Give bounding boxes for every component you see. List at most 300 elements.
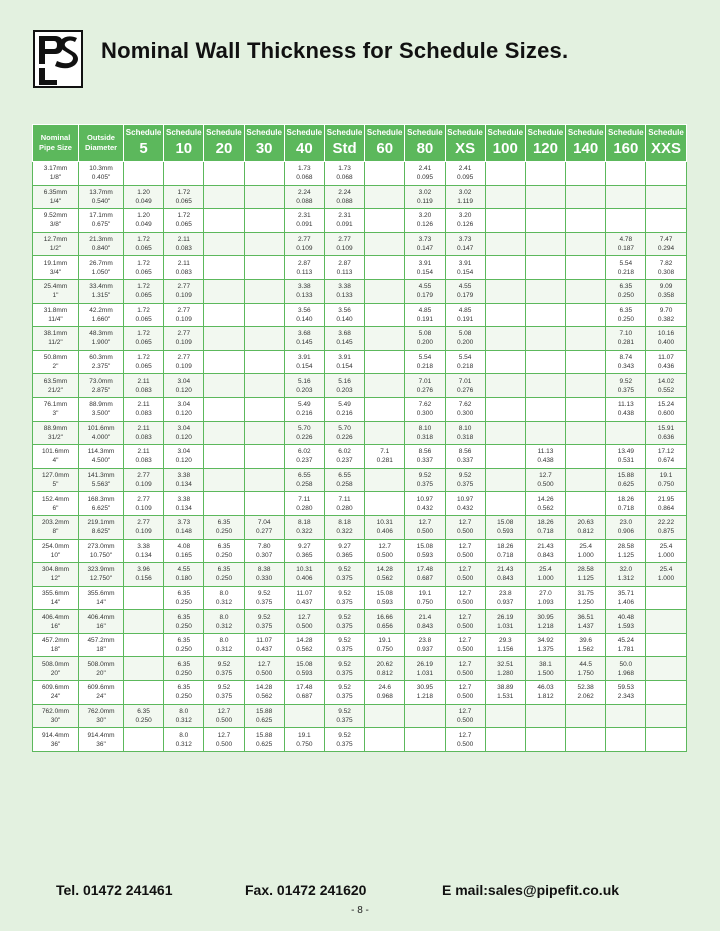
empty-cell <box>606 421 646 445</box>
value-mm: 355.6mm <box>87 589 115 597</box>
thickness-cell <box>566 681 606 705</box>
value-mm: 9.52 <box>338 589 351 597</box>
thickness-cell <box>405 515 445 539</box>
nominal-size-cell <box>33 327 79 351</box>
value-mm: 23.8 <box>418 637 432 645</box>
value-mm: 508.0mm <box>41 660 70 668</box>
value-mm: 5.49 <box>338 401 351 409</box>
empty-cell <box>204 185 244 209</box>
value-inch: 0.500 <box>215 740 233 748</box>
thickness-cell <box>244 681 284 705</box>
value-mm: 9.52 <box>257 613 271 621</box>
value-inch: 0.226 <box>336 433 353 441</box>
value-mm: 2.77 <box>177 354 191 362</box>
schedule-number: 10 <box>175 139 193 157</box>
value-inch: 1.437 <box>577 622 594 630</box>
value-inch: 36" <box>50 740 61 748</box>
value-mm: 23.8 <box>498 589 512 597</box>
thickness-cell <box>445 279 485 303</box>
empty-cell <box>566 704 606 728</box>
empty-cell <box>646 209 686 233</box>
thickness-cell <box>405 374 445 398</box>
thickness-cell <box>284 468 324 492</box>
value-inch: 0.322 <box>296 528 313 536</box>
value-inch: 0.375 <box>617 386 634 394</box>
value-mm: 15.08 <box>296 660 313 668</box>
footer-fax: Fax. 01472 241620 <box>245 882 367 898</box>
value-mm: 12.7 <box>539 472 552 480</box>
table-row <box>33 610 687 634</box>
empty-cell <box>525 185 565 209</box>
thickness-cell <box>485 657 525 681</box>
table-row <box>33 162 687 186</box>
thickness-cell <box>324 704 364 728</box>
value-inch: 1.119 <box>457 197 473 205</box>
thickness-cell <box>445 633 485 657</box>
thickness-cell <box>566 610 606 634</box>
thickness-cell <box>124 492 164 516</box>
value-inch: 0.120 <box>175 410 192 418</box>
empty-cell <box>244 468 284 492</box>
value-inch: 0.365 <box>296 551 313 559</box>
value-inch: 0.083 <box>175 268 192 276</box>
value-inch: 16" <box>50 622 61 630</box>
value-mm: 5.54 <box>418 354 432 362</box>
nominal-size-cell <box>33 445 79 469</box>
value-inch: 0.375 <box>336 575 353 583</box>
value-mm: 8.38 <box>257 566 271 574</box>
value-inch: 0.375 <box>336 646 353 654</box>
outside-diameter-cell <box>79 492 124 516</box>
table-row <box>33 468 687 492</box>
schedule-table <box>32 124 687 752</box>
value-inch: 18" <box>50 646 61 654</box>
value-inch: 0.120 <box>175 433 192 441</box>
value-mm: 273.0mm <box>87 542 115 550</box>
thickness-cell <box>525 539 565 563</box>
thickness-cell <box>606 303 646 327</box>
value-inch: 0.500 <box>456 740 474 748</box>
thickness-cell <box>606 350 646 374</box>
value-inch: 0.375 <box>336 669 353 677</box>
value-inch: 0.307 <box>256 551 273 559</box>
thickness-cell <box>646 563 686 587</box>
thickness-cell <box>244 586 284 610</box>
thickness-cell <box>445 397 485 421</box>
thickness-cell <box>324 303 364 327</box>
value-mm: 457.2mm <box>41 637 70 645</box>
value-inch: 0.438 <box>617 410 634 418</box>
empty-cell <box>204 209 244 233</box>
value-mm: 3.04 <box>177 424 191 432</box>
thickness-cell <box>646 232 686 256</box>
empty-cell <box>204 468 244 492</box>
value-mm: 15.08 <box>376 589 393 597</box>
value-inch: 0.437 <box>256 646 273 654</box>
value-mm: 25.4 <box>659 566 673 574</box>
value-mm: 88.9mm <box>43 424 68 432</box>
value-mm: 8.56 <box>418 448 432 456</box>
empty-cell <box>204 374 244 398</box>
value-mm: 38.89 <box>497 684 514 692</box>
value-mm: 12.7 <box>458 637 472 645</box>
thickness-cell <box>164 468 204 492</box>
value-mm: 12.7 <box>217 707 231 715</box>
thickness-cell <box>164 350 204 374</box>
value-inch: 0.375 <box>456 481 474 489</box>
value-mm: 11.07 <box>658 354 674 362</box>
value-inch: 10" <box>50 551 61 559</box>
value-inch: 0.750 <box>376 646 393 654</box>
value-mm: 25.4 <box>579 542 592 550</box>
thickness-cell <box>204 681 244 705</box>
thickness-cell <box>445 515 485 539</box>
value-inch: 0.500 <box>456 622 474 630</box>
thickness-cell <box>164 303 204 327</box>
thickness-cell <box>324 633 364 657</box>
value-inch: 2.875" <box>91 386 111 394</box>
thickness-cell <box>646 539 686 563</box>
schedule-label: Schedule <box>165 127 202 137</box>
empty-cell <box>525 397 565 421</box>
thickness-cell <box>284 397 324 421</box>
value-inch: 0.308 <box>657 268 675 276</box>
thickness-cell <box>244 539 284 563</box>
value-inch: 0.140 <box>336 315 353 323</box>
value-mm: 7.80 <box>257 542 271 550</box>
value-inch: 0.134 <box>135 551 152 559</box>
value-inch: 0.250 <box>175 693 192 701</box>
thickness-cell <box>164 704 204 728</box>
schedule-number: 100 <box>492 139 518 157</box>
empty-cell <box>525 350 565 374</box>
thickness-cell <box>244 704 284 728</box>
table-row <box>33 256 687 280</box>
value-mm: 27.0 <box>539 589 552 597</box>
empty-cell <box>485 327 525 351</box>
thickness-cell <box>284 515 324 539</box>
outside-diameter-cell <box>79 374 124 398</box>
value-mm: 7.1 <box>380 448 390 456</box>
thickness-cell <box>284 209 324 233</box>
value-mm: 2.11 <box>137 424 150 432</box>
thickness-cell <box>244 610 284 634</box>
value-inch: 0.109 <box>135 481 152 489</box>
thickness-cell <box>445 374 485 398</box>
empty-cell <box>606 704 646 728</box>
value-inch: 1.125 <box>617 551 634 559</box>
empty-cell <box>244 327 284 351</box>
value-mm: 6.55 <box>298 472 311 480</box>
empty-cell <box>244 279 284 303</box>
table-row <box>33 374 687 398</box>
value-mm: 10.16 <box>657 330 675 338</box>
empty-cell <box>646 657 686 681</box>
value-inch: 21/2" <box>48 386 63 394</box>
value-inch: 1.781 <box>617 646 634 654</box>
value-mm: 3.38 <box>298 283 311 291</box>
footer-email[interactable]: E mail:sales@pipefit.co.uk <box>442 882 620 898</box>
thickness-cell <box>646 350 686 374</box>
value-mm: 914.4mm <box>87 731 115 739</box>
value-mm: 31.75 <box>577 589 594 597</box>
empty-cell <box>485 350 525 374</box>
value-inch: 0.375 <box>416 481 434 489</box>
header-schedule-5 <box>124 125 164 162</box>
thickness-cell <box>646 421 686 445</box>
value-inch: 0.687 <box>416 575 434 583</box>
empty-cell <box>525 728 565 752</box>
value-inch: 0.540" <box>91 197 111 205</box>
value-inch: 0.218 <box>416 363 434 371</box>
value-mm: 19.1 <box>659 472 673 480</box>
value-inch: 0.375 <box>256 598 273 606</box>
value-mm: 11.13 <box>537 448 554 456</box>
schedule-number: 120 <box>532 139 558 157</box>
value-inch: 10.750" <box>89 551 113 559</box>
thickness-cell <box>124 397 164 421</box>
thickness-cell <box>324 657 364 681</box>
empty-cell <box>204 397 244 421</box>
empty-cell <box>365 728 405 752</box>
thickness-cell <box>204 610 244 634</box>
value-inch: 0.562 <box>537 504 554 512</box>
value-mm: 4.08 <box>177 542 191 550</box>
schedule-label: Schedule <box>206 127 242 137</box>
value-inch: 0.154 <box>416 268 434 276</box>
value-mm: 3.73 <box>418 236 432 244</box>
value-inch: 0.126 <box>456 221 474 229</box>
outside-diameter-cell <box>79 421 124 445</box>
table-row <box>33 397 687 421</box>
thickness-cell <box>405 327 445 351</box>
thickness-cell <box>525 681 565 705</box>
value-mm: 6.02 <box>298 448 311 456</box>
value-inch: 0.375 <box>336 716 353 724</box>
nominal-size-cell <box>33 610 79 634</box>
value-inch: 0.406 <box>296 575 313 583</box>
thickness-cell <box>405 492 445 516</box>
empty-cell <box>485 704 525 728</box>
table-row <box>33 421 687 445</box>
thickness-cell <box>405 232 445 256</box>
value-inch: 6" <box>52 504 59 512</box>
value-inch: 0.250 <box>215 575 233 583</box>
thickness-cell <box>646 279 686 303</box>
thickness-cell <box>164 657 204 681</box>
value-inch: 1.812 <box>537 693 554 701</box>
empty-cell <box>566 279 606 303</box>
empty-cell <box>606 162 646 186</box>
value-inch: 0.134 <box>175 504 192 512</box>
thickness-cell <box>124 374 164 398</box>
value-mm: 3.91 <box>338 354 351 362</box>
value-mm: 3.96 <box>137 566 150 574</box>
empty-cell <box>566 350 606 374</box>
outside-diameter-cell <box>79 397 124 421</box>
value-mm: 2.77 <box>298 236 311 244</box>
thickness-cell <box>606 397 646 421</box>
value-inch: 0.154 <box>456 268 474 276</box>
value-mm: 406.4mm <box>87 613 115 621</box>
thickness-cell <box>405 539 445 563</box>
thickness-cell <box>646 374 686 398</box>
value-inch: 0.674 <box>657 457 675 465</box>
value-mm: 88.9mm <box>89 401 113 409</box>
value-inch: 0.250 <box>175 598 192 606</box>
value-mm: 1.20 <box>137 188 150 196</box>
empty-cell <box>566 327 606 351</box>
thickness-cell <box>164 539 204 563</box>
value-mm: 5.70 <box>338 424 351 432</box>
value-mm: 2.77 <box>177 330 191 338</box>
thickness-cell <box>445 704 485 728</box>
header-schedule-100 <box>485 125 525 162</box>
empty-cell <box>566 492 606 516</box>
value-inch: 0.750 <box>296 740 313 748</box>
value-mm: 6.35 <box>619 283 633 291</box>
thickness-cell <box>284 374 324 398</box>
thickness-cell <box>324 374 364 398</box>
thickness-cell <box>566 633 606 657</box>
value-inch: 0.432 <box>416 504 434 512</box>
value-mm: 203.2mm <box>41 519 70 527</box>
value-mm: 3.56 <box>298 306 311 314</box>
value-mm: 8.0 <box>219 613 229 621</box>
value-mm: 6.35 <box>177 660 191 668</box>
thickness-cell <box>164 492 204 516</box>
value-mm: 12.7 <box>458 707 472 715</box>
thickness-cell <box>204 515 244 539</box>
thickness-cell <box>405 610 445 634</box>
value-inch: 0.500 <box>256 669 273 677</box>
thickness-cell <box>445 185 485 209</box>
value-mm: 2.87 <box>338 259 351 267</box>
value-mm: 12.7 <box>298 613 311 621</box>
thickness-cell <box>284 327 324 351</box>
value-mm: 6.35 <box>177 637 191 645</box>
header-nominal-pipe-size: Nominal Pipe Size <box>33 125 79 162</box>
value-inch: 0.200 <box>456 339 474 347</box>
thickness-cell <box>485 515 525 539</box>
value-mm: 762.0mm <box>87 707 115 715</box>
value-mm: 3.38 <box>338 283 351 291</box>
value-mm: 28.58 <box>617 542 634 550</box>
value-inch: 0.812 <box>376 669 393 677</box>
value-inch: 0.218 <box>456 363 474 371</box>
value-inch: 0.156 <box>135 575 152 583</box>
value-mm: 1.72 <box>137 236 150 244</box>
value-mm: 26.19 <box>416 660 434 668</box>
thickness-cell <box>324 397 364 421</box>
value-mm: 20.63 <box>577 519 594 527</box>
table-header-row <box>33 125 687 162</box>
empty-cell <box>485 256 525 280</box>
nominal-size-cell <box>33 633 79 657</box>
outside-diameter-cell <box>79 468 124 492</box>
value-mm: 3.91 <box>298 354 311 362</box>
value-mm: 12.7 <box>458 684 472 692</box>
value-mm: 2.77 <box>137 472 150 480</box>
value-mm: 14.28 <box>256 684 273 692</box>
value-inch: 0.562 <box>256 693 273 701</box>
thickness-cell <box>164 209 204 233</box>
value-inch: 1.093 <box>537 598 554 606</box>
thickness-cell <box>284 492 324 516</box>
outside-diameter-cell <box>79 185 124 209</box>
value-inch: 1.562 <box>577 646 594 654</box>
value-mm: 8.10 <box>458 424 472 432</box>
value-mm: 609.6mm <box>41 684 70 692</box>
thickness-cell <box>164 256 204 280</box>
value-mm: 17.1mm <box>89 212 113 220</box>
value-inch: 0.840" <box>91 245 111 253</box>
value-inch: 0.179 <box>416 292 434 300</box>
table-row <box>33 539 687 563</box>
value-mm: 2.77 <box>338 236 351 244</box>
empty-cell <box>365 397 405 421</box>
value-mm: 32.51 <box>497 660 514 668</box>
value-mm: 25.4 <box>659 542 673 550</box>
header-schedule-xs <box>445 125 485 162</box>
empty-cell <box>244 232 284 256</box>
value-mm: 16.66 <box>376 613 393 621</box>
value-mm: 59.53 <box>617 684 634 692</box>
value-mm: 4.55 <box>177 566 191 574</box>
thickness-cell <box>324 468 364 492</box>
empty-cell <box>365 492 405 516</box>
value-inch: 0.365 <box>336 551 353 559</box>
value-inch: 0.812 <box>577 528 594 536</box>
value-mm: 5.54 <box>619 259 633 267</box>
value-mm: 19.1 <box>378 637 392 645</box>
value-mm: 7.62 <box>458 401 472 409</box>
nominal-size-cell <box>33 421 79 445</box>
thickness-cell <box>324 232 364 256</box>
value-mm: 406.4mm <box>41 613 70 621</box>
value-mm: 219.1mm <box>87 519 115 527</box>
value-inch: 0.432 <box>456 504 474 512</box>
empty-cell <box>124 162 164 186</box>
value-inch: 0.109 <box>336 245 353 253</box>
empty-cell <box>566 468 606 492</box>
value-mm: 355.6mm <box>41 589 70 597</box>
empty-cell <box>525 256 565 280</box>
value-mm: 9.52 <box>619 377 633 385</box>
value-inch: 0.148 <box>175 528 192 536</box>
value-inch: 0.500 <box>296 622 313 630</box>
value-inch: 0.237 <box>296 457 313 465</box>
value-mm: 2.31 <box>338 212 351 220</box>
thickness-cell <box>324 681 364 705</box>
value-inch: 0.120 <box>175 386 192 394</box>
empty-cell <box>124 657 164 681</box>
value-inch: 0.375 <box>256 622 273 630</box>
schedule-label: Schedule <box>527 127 564 137</box>
thickness-cell <box>284 563 324 587</box>
empty-cell <box>204 303 244 327</box>
header-outside-diameter: Outside Diameter <box>79 125 124 162</box>
value-mm: 46.03 <box>537 684 554 692</box>
empty-cell <box>646 610 686 634</box>
thickness-cell <box>365 657 405 681</box>
value-inch: 0.552 <box>657 386 675 394</box>
header-schedule-std <box>324 125 364 162</box>
value-mm: 5.16 <box>338 377 351 385</box>
empty-cell <box>365 327 405 351</box>
value-inch: 0.277 <box>256 528 273 536</box>
schedule-number: 30 <box>255 139 273 157</box>
